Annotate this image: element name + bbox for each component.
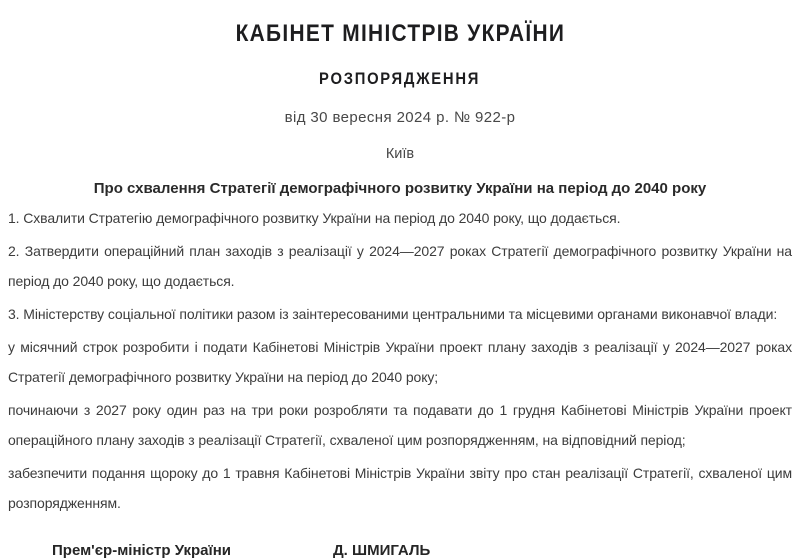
institution-name [8, 20, 792, 48]
document-body [8, 203, 792, 518]
body-paragraph-4: у місячний строк розробити і подати Кабінетові Міністрів України проект плану заходів з реалізації у 2024—2027 роках Стратегії демографічного розвитку України на період до 2040 року; [8, 339, 792, 385]
date-and-number-line: від 30 вересня 2024 р. № 922-р [284, 109, 516, 126]
signature-position: Прем'єр-міністр України [52, 542, 231, 559]
body-paragraph-2: 2. Затвердити операційний план заходів з реалізації у 2024—2027 роках Стратегії демографічного розвитку України на період до 2040 року, що додається. [8, 243, 792, 289]
city-line: Київ [385, 146, 415, 162]
body-paragraph-3: 3. Міністерству соціальної політики разом із заінтересованими центральними та місцевими органами виконавчої влади: [8, 306, 778, 322]
body-paragraph-1: 1. Схвалити Стратегію демографічного розвитку України на період до 2040 року, що додається. [8, 210, 621, 226]
body-paragraph-6: забезпечити подання щороку до 1 травня Кабінетові Міністрів України звіту про стан реалізації Стратегії, схваленої цим розпорядженням. [8, 465, 792, 511]
document-title: Про схвалення Стратегії демографічного розвитку України на період до 2040 року [93, 180, 707, 197]
signature-block [8, 542, 792, 559]
document-type-text: РОЗПОРЯДЖЕННЯ [319, 69, 481, 88]
document-type [8, 69, 792, 89]
body-paragraph-5: починаючи з 2027 року один раз на три роки розробляти та подавати до 1 грудня Кабінетові Міністрів України проект операційного плану заходів з реалізації Стратегії, схваленої цим розпорядженням, на відповідний період; [8, 402, 792, 448]
document-header [8, 20, 792, 198]
signature-name: Д. ШМИГАЛЬ [333, 542, 431, 559]
institution-name-text: КАБІНЕТ МІНІСТРІВ УКРАЇНИ [235, 20, 565, 47]
